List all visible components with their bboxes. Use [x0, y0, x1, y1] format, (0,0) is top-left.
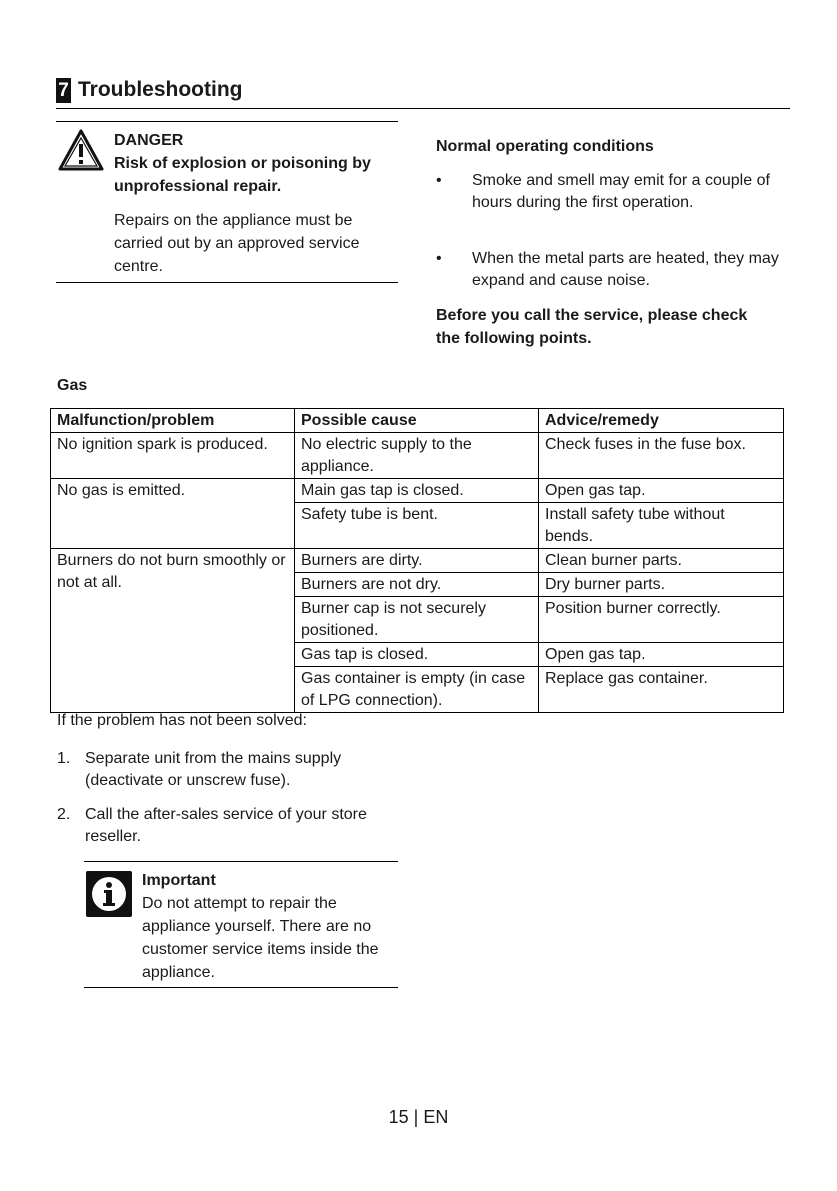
important-body: Do not attempt to repair the appliance yourself. There are no customer service items inside the appliance. [142, 895, 379, 981]
problem-cell: Burners do not burn smoothly or not at all. [51, 549, 295, 713]
gas-heading: Gas [57, 377, 88, 394]
unsolved-intro: If the problem has not been solved: [57, 712, 307, 729]
info-icon [86, 871, 132, 917]
normal-conditions-title: Normal operating conditions [436, 138, 654, 155]
cause-cell: Burners are dirty. [295, 549, 539, 573]
chapter-title: Troubleshooting [78, 78, 243, 101]
remedy-cell: Replace gas container. [539, 667, 784, 713]
step-text: Separate unit from the mains supply (deactivate or unscrew fuse). [85, 750, 342, 789]
remedy-cell: Check fuses in the fuse box. [539, 433, 784, 479]
cause-cell: Gas container is empty (in case of LPG connection). [295, 667, 539, 713]
cause-cell: Main gas tap is closed. [295, 479, 539, 503]
chapter-number: 7 [56, 78, 71, 103]
column-header: Possible cause [295, 409, 539, 433]
column-header: Malfunction/problem [51, 409, 295, 433]
page-number: 15 | EN [388, 1107, 449, 1127]
step-text: Call the after-sales service of your store reseller. [85, 806, 367, 845]
remedy-cell: Open gas tap. [539, 643, 784, 667]
remedy-cell: Clean burner parts. [539, 549, 784, 573]
remedy-cell: Open gas tap. [539, 479, 784, 503]
warning-triangle-icon [58, 129, 104, 171]
column-header: Advice/remedy [539, 409, 784, 433]
bullet-text: Smoke and smell may emit for a couple of hours during the first operation. [472, 172, 770, 211]
service-note: Before you call the service, please check the following points. [436, 307, 748, 347]
danger-notice [56, 121, 398, 283]
chapter-header [56, 76, 790, 109]
bullet-icon: • [436, 172, 442, 189]
danger-body: Repairs on the appliance must be carried out by an approved service centre. [114, 212, 360, 275]
cause-cell: Burner cap is not securely positioned. [295, 597, 539, 643]
important-title: Important [142, 872, 216, 889]
important-notice [84, 861, 398, 988]
problem-cell: No gas is emitted. [51, 479, 295, 549]
cause-cell: Burners are not dry. [295, 573, 539, 597]
danger-title: DANGER [114, 132, 184, 149]
table-row [51, 549, 784, 573]
danger-subtitle: Risk of explosion or poisoning by unprofessional repair. [114, 155, 371, 195]
cause-cell: Gas tap is closed. [295, 643, 539, 667]
bullet-text: When the metal parts are heated, they may expand and cause noise. [472, 250, 779, 289]
table-row [51, 479, 784, 503]
table-row [51, 433, 784, 479]
step-number: 1. [57, 750, 71, 767]
list-item [57, 804, 417, 850]
list-item [57, 748, 417, 794]
cause-cell: No electric supply to the appliance. [295, 433, 539, 479]
gas-troubleshooting-table [50, 408, 784, 713]
cause-cell: Safety tube is bent. [295, 503, 539, 549]
table-header-row [51, 409, 784, 433]
bullet-item [436, 170, 790, 240]
bullet-item [436, 248, 790, 296]
bullet-icon: • [436, 250, 442, 267]
remedy-cell: Dry burner parts. [539, 573, 784, 597]
step-number: 2. [57, 806, 71, 823]
remedy-cell: Position burner correctly. [539, 597, 784, 643]
remedy-cell: Install safety tube without bends. [539, 503, 784, 549]
problem-cell: No ignition spark is produced. [51, 433, 295, 479]
